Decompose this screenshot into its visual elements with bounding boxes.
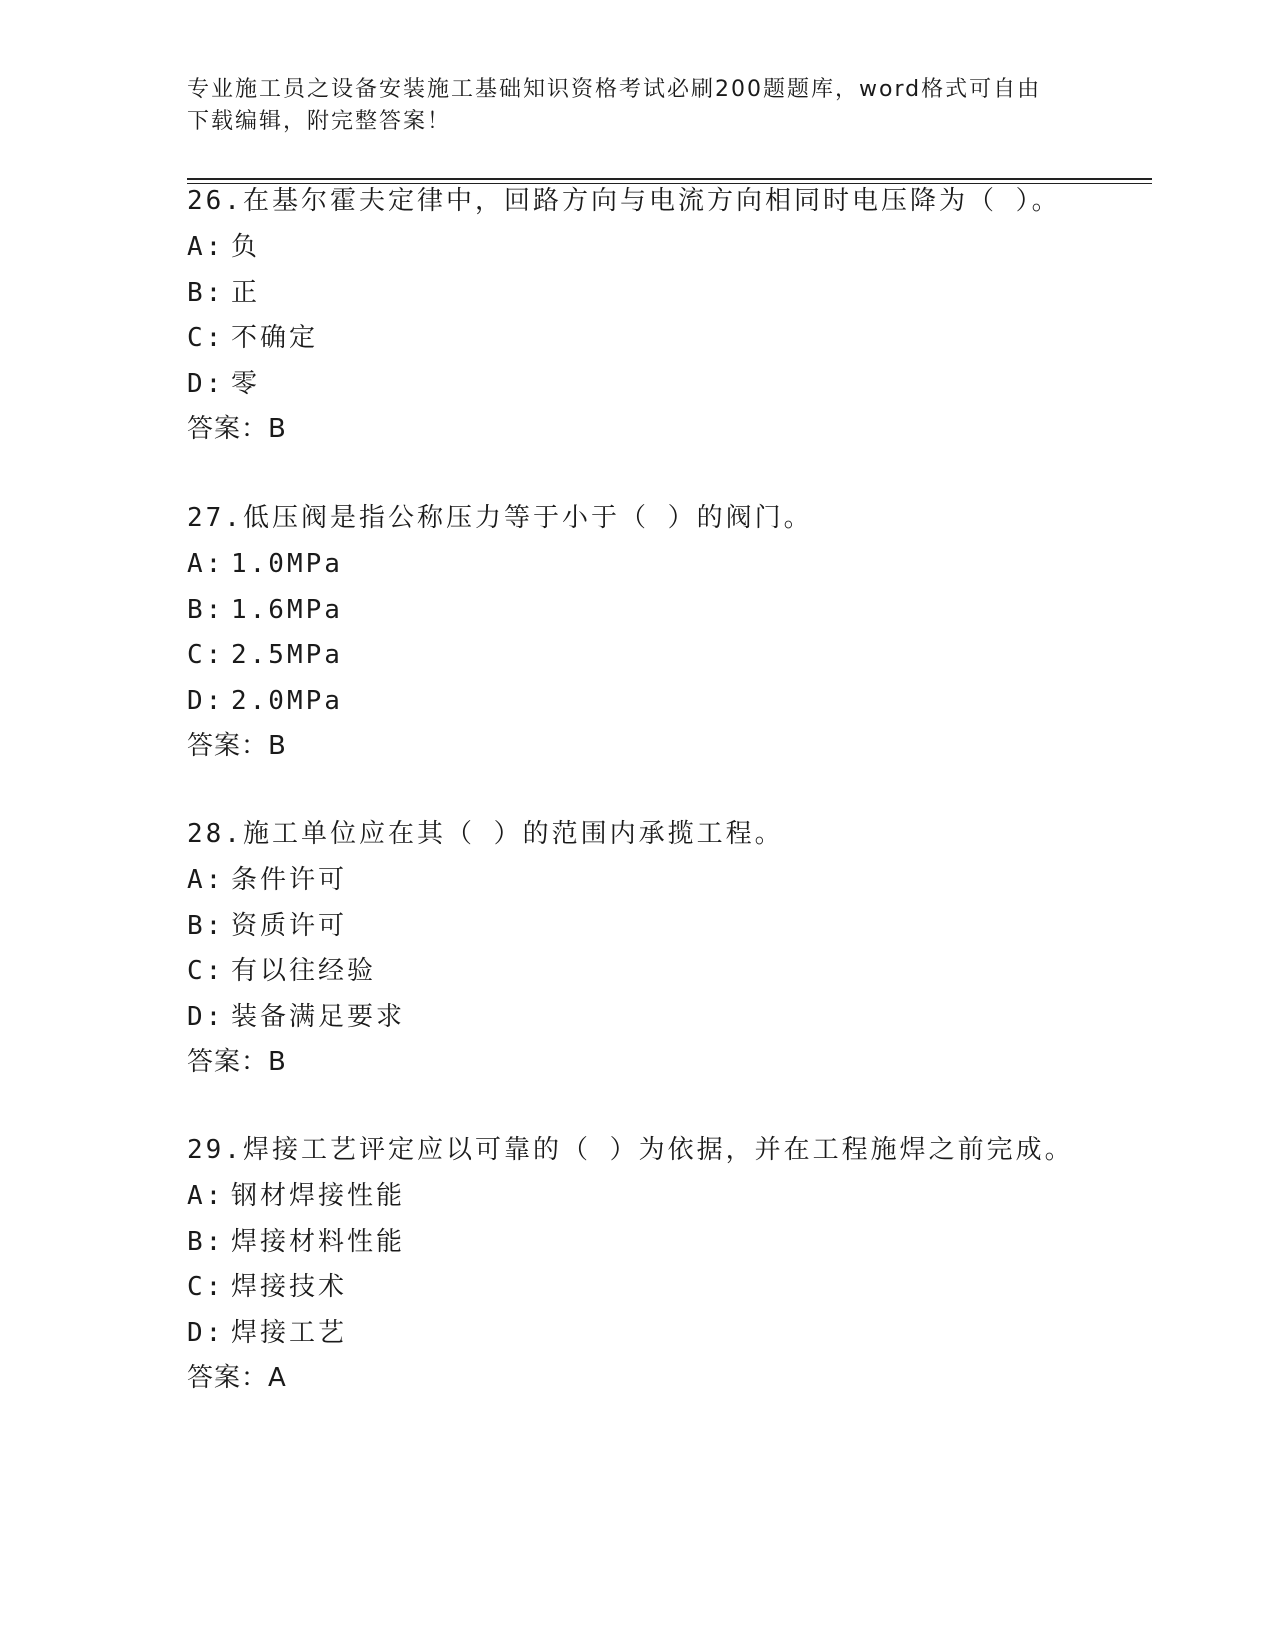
- option-text: 1.6MPa: [231, 594, 343, 625]
- option-text: 焊接工艺: [231, 1317, 348, 1348]
- answer-label: 答案：A: [187, 1363, 287, 1393]
- header-line-2: 下载编辑，附完整答案！: [187, 109, 452, 134]
- option-key: A:: [187, 1181, 225, 1211]
- question-29: [187, 1135, 1147, 1403]
- option-key: A:: [187, 549, 225, 579]
- option-text: 钢材焊接性能: [231, 1181, 406, 1211]
- option-a: [187, 549, 1147, 595]
- answer-label: 答案：B: [187, 1047, 287, 1077]
- question-26: [187, 186, 1147, 454]
- option-b: [187, 595, 1147, 641]
- option-key: D:: [187, 1001, 225, 1032]
- option-key: B:: [187, 594, 225, 625]
- option-c: [187, 323, 1147, 369]
- option-c: [187, 956, 1147, 1002]
- answer-label: 答案：B: [187, 731, 287, 761]
- option-key: C:: [187, 1272, 225, 1302]
- answer-label: 答案：B: [187, 414, 287, 444]
- option-d: [187, 369, 1147, 415]
- option-key: C:: [187, 640, 225, 670]
- question-stem: 29.焊接工艺评定应以可靠的（ ）为依据，并在工程施焊之前完成。: [187, 1135, 1074, 1165]
- option-b: [187, 278, 1147, 324]
- option-text: 零: [231, 368, 261, 399]
- option-key: B:: [187, 910, 225, 941]
- option-d: [187, 686, 1147, 732]
- header-divider-thick: [187, 178, 1152, 180]
- option-key: B:: [187, 1226, 225, 1257]
- question-27: [187, 503, 1147, 771]
- option-text: 2.5MPa: [231, 640, 343, 670]
- option-text: 不确定: [231, 323, 319, 353]
- option-text: 有以往经验: [231, 956, 377, 986]
- option-key: A:: [187, 232, 225, 262]
- option-d: [187, 1318, 1147, 1364]
- option-text: 1.0MPa: [231, 549, 343, 579]
- document-header: [187, 74, 1067, 138]
- option-a: [187, 232, 1147, 278]
- option-a: [187, 865, 1147, 911]
- option-text: 装备满足要求: [231, 1001, 406, 1032]
- option-key: D:: [187, 685, 225, 716]
- header-divider-thin: [187, 183, 1152, 184]
- header-line-1: 专业施工员之设备安装施工基础知识资格考试必刷200题题库，word格式可自由: [187, 77, 1042, 102]
- option-text: 2.0MPa: [231, 685, 343, 716]
- option-text: 条件许可: [231, 865, 348, 895]
- option-text: 焊接技术: [231, 1272, 348, 1302]
- question-stem: 26.在基尔霍夫定律中，回路方向与电流方向相同时电压降为（ ）。: [187, 186, 1061, 216]
- option-key: A:: [187, 865, 225, 895]
- option-b: [187, 1227, 1147, 1273]
- option-key: C:: [187, 323, 225, 353]
- option-a: [187, 1181, 1147, 1227]
- option-d: [187, 1002, 1147, 1048]
- option-key: D:: [187, 368, 225, 399]
- option-text: 资质许可: [231, 910, 348, 941]
- question-28: [187, 819, 1147, 1087]
- option-key: C:: [187, 956, 225, 986]
- question-stem: 28.施工单位应在其（ ）的范围内承揽工程。: [187, 819, 784, 849]
- option-b: [187, 911, 1147, 957]
- option-text: 焊接材料性能: [231, 1226, 406, 1257]
- option-text: 负: [231, 232, 261, 262]
- option-key: D:: [187, 1317, 225, 1348]
- question-stem: 27.低压阀是指公称压力等于小于（ ）的阀门。: [187, 503, 813, 533]
- option-c: [187, 640, 1147, 686]
- option-key: B:: [187, 277, 225, 308]
- option-text: 正: [231, 277, 261, 308]
- option-c: [187, 1272, 1147, 1318]
